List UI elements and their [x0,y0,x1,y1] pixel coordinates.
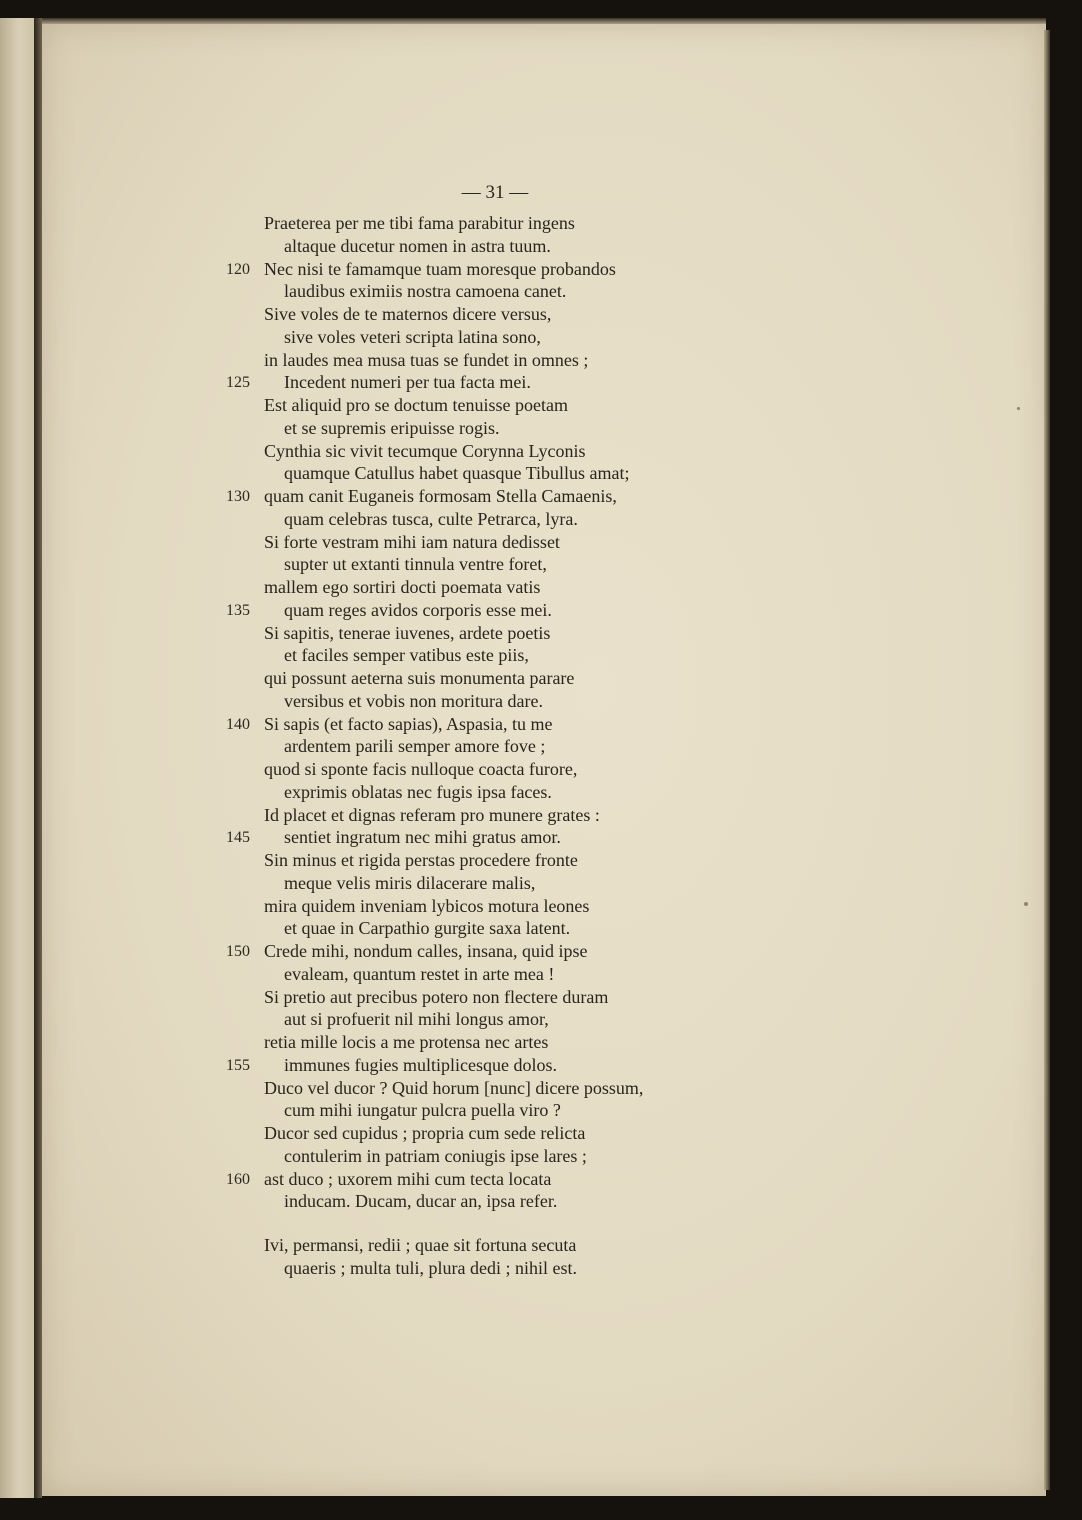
line-number: 145 [226,829,250,847]
verse-line: ast duco ; uxorem mihi cum tecta locata [264,1168,552,1189]
verse-line: Crede mihi, nondum calles, insana, quid ipse [264,941,588,961]
verse-line: retia mille locis a me protensa nec artes [264,1032,549,1052]
verse-line: Si forte vestram mihi iam natura dedisset [264,531,560,552]
verse-line: quam celebras tusca, culte Petrarca, lyra. [284,508,578,529]
verse-line: Est aliquid pro se doctum tenuisse poetam [264,395,568,415]
paper-speck [1017,407,1020,410]
verse-line: versibus et vobis non moritura dare. [284,690,543,711]
line-number: 130 [226,488,250,505]
verse-line: mira quidem inveniam lybicos motura leones [264,895,590,916]
verse-line: quod si sponte facis nulloque coacta furore, [264,759,578,779]
verse-line: exprimis oblatas nec fugis ipsa faces. [284,781,552,802]
verse-line: mallem ego sortiri docti poemata vatis [264,577,541,597]
verse-line: Nec nisi te famamque tuam moresque probandos [264,258,616,279]
verse-line: et se supremis eripuisse rogis. [284,417,500,438]
verse-line: Si sapis (et facto sapias), Aspasia, tu me [264,713,553,734]
line-number: 120 [226,260,250,278]
previous-page-edge [0,18,36,1498]
page-right-edge [1044,30,1050,1490]
line-number: 135 [226,601,250,619]
line-number: 140 [226,715,250,733]
verse-line: Sive voles de te maternos dicere versus, [264,304,552,324]
verse-line: sive voles veteri scripta latina sono, [284,326,541,347]
verse-line: Incedent numeri per tua facta mei. [284,372,531,393]
verse-line: et faciles semper vatibus este piis, [284,645,529,666]
verse-line: aut si profuerit nil mihi longus amor, [284,1009,549,1030]
verse-line: Duco vel ducor ? Quid horum [nunc] dicere possum, [264,1077,644,1098]
verse-line: ardentem parili semper amore fove ; [284,736,546,757]
verse-line: Si sapitis, tenerae iuvenes, ardete poetis [264,622,551,643]
verse-line: quam canit Euganeis formosam Stella Camaenis, [264,486,617,506]
verse-line: altaque ducetur nomen in astra tuum. [284,235,551,256]
verse-line: sentiet ingratum nec mihi gratus amor. [284,827,561,848]
verse-line: quam reges avidos corporis esse mei. [284,599,552,620]
verse-line: quamque Catullus habet quasque Tibullus amat; [284,463,630,484]
verse-line: in laudes mea musa tuas se fundet in omnes ; [264,349,589,370]
verse-line: contulerim in patriam coniugis ipse lares ; [284,1145,587,1166]
verse-line: Sin minus et rigida perstas procedere fronte [264,850,578,870]
page-number: — 31 — [461,182,529,203]
verse-line: qui possunt aeterna suis monumenta parare [264,668,575,688]
verse-line: Praeterea per me tibi fama parabitur ingens [264,213,575,233]
verse-line: et quae in Carpathio gurgite saxa latent. [284,918,571,939]
verse-line: Si pretio aut precibus potero non flectere duram [264,986,609,1007]
line-number: 160 [226,1170,250,1188]
verse-line: supter ut extanti tinnula ventre foret, [284,554,547,575]
book-gutter [34,18,42,1498]
verse-line: Id placet et dignas referam pro munere grates : [264,804,600,825]
verse-line: inducam. Ducam, ducar an, ipsa refer. [284,1191,558,1212]
verse-line: Ducor sed cupidus ; propria cum sede relicta [264,1123,586,1143]
verse-line: evaleam, quantum restet in arte mea ! [284,963,555,984]
verse-line: quaeris ; multa tuli, plura dedi ; nihil est. [284,1257,577,1278]
verse-line: immunes fugies multiplicesque dolos. [284,1054,557,1075]
line-number: 125 [226,374,250,392]
verse-line: Cynthia sic vivit tecumque Corynna Lyconis [264,440,586,461]
line-number: 150 [226,943,250,960]
verse-line: cum mihi iungatur pulcra puella viro ? [284,1100,561,1121]
line-number: 155 [226,1056,250,1074]
verse-line: meque velis miris dilacerare malis, [284,872,536,893]
verse-line: laudibus eximiis nostra camoena canet. [284,281,567,302]
verse-line: Ivi, permansi, redii ; quae sit fortuna secuta [264,1235,577,1255]
paper-speck [1024,902,1028,906]
